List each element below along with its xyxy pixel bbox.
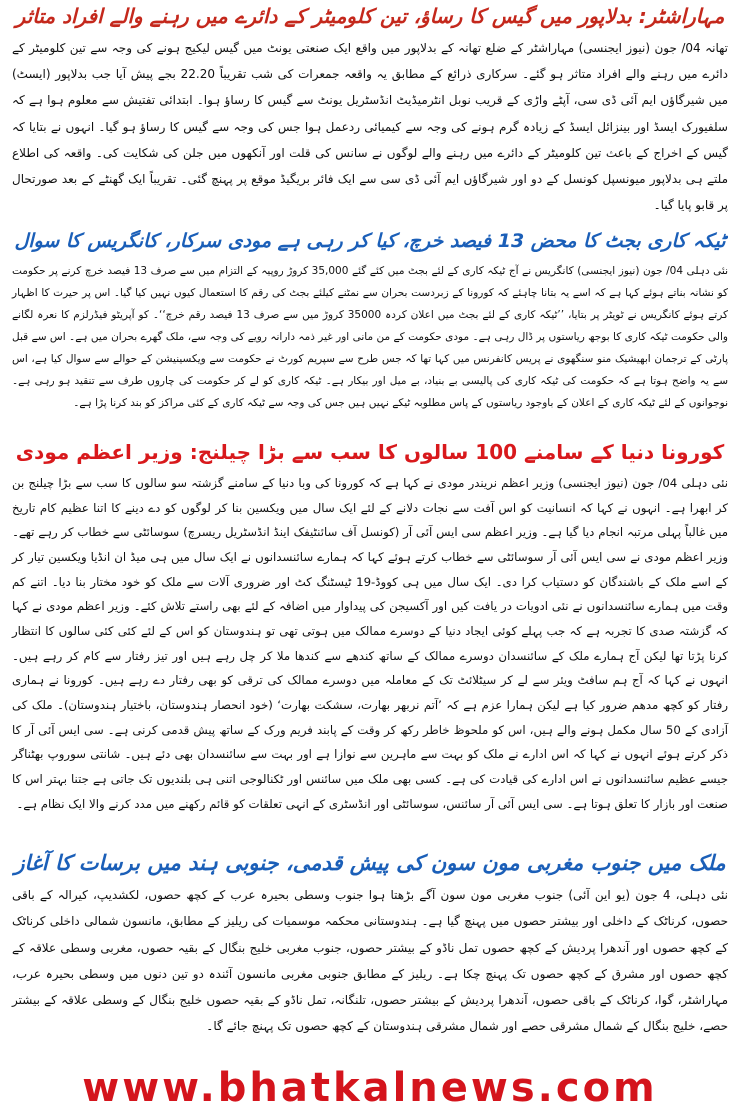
article-body: نئی دہلی 04/ جون (نیوز ایجنسی) وزیر اعظم نریندر مودی نے کہا ہے کہ کورونا کی وبا دنیا کے سامنے گزشتہ سو سالوں کا سب سے بڑا چیلنج بن کر ابھرا ہے۔ انہوں نے کہا کہ انسانیت کو اس آفت سے نجات دلانے کے لئے ایک سال میں ویکسین بنا کر لوگوں کو دے دینے کا اتنا عظیم کام تاریخ میں غالباً پہلی مرتبہ انجام دیا گیا ہے۔ وزیر اعظم سی ایس آئی آر (کونسل آف سائنٹیفک اینڈ انڈسٹریل ریسرچ) سوسائٹی سے خطاب کر رہے تھے۔ وزیر اعظم مودی نے سی ایس آئی آر سوسائٹی سے خطاب کرتے ہوئے کہا کہ ہمارے سائنسدانوں نے ایک سال میں ہی میڈ ان انڈیا ویکسین تیار کر کے اسے ملک کے باشندگان کو دستیاب کرا دی۔ ایک سال میں ہی کووڈ-19 ٹیسٹنگ کٹ اور ضروری آلات سے ملک کو خود مختار بنا دیا۔ اتنے کم وقت میں ہمارے سائنسدانوں نے نئی ادویات در یافت کیں اور آکسیجن کی پیداوار میں اضافہ کے لئے بھی راستے تلاش کئے۔ وزیر اعظم مودی نے کہا کہ گزشتہ صدی کا تجربہ ہے کہ جب پہلے کوئی ایجاد دنیا کے دوسرے ممالک میں ہوتی تھی تو ہندوستان کو اس کے لئے کئی کئی سالوں کا انتظار کرنا پڑتا تھا لیکن آج ہمارے ملک کے سائنسدان دوسرے ممالک کے ساتھ کندھے سے کندھا ملا کر چل رہے ہیں اور تیز رفتار سے کام کر رہے ہیں۔ انہوں نے کہا کہ آج ہم سافٹ ویئر سے لے کر سیٹلائٹ تک کے معاملہ میں دوسرے ممالک کی ترقی کو بھی رفتار دے رہے ہیں۔ کورونا نے ہماری رفتار کو کچھ مدھم ضرور کیا ہے لیکن ہمارا عزم ہے کہ ’آتم نربھر بھارت، سشکت بھارت‘ (خود انحصار ہندوستان، باختیار ہندوستان)۔ ملک کی آزادی کے 50 سال مکمل ہونے والے ہیں، اس کو ملحوظ خاطر رکھ کر وقت کے پابند فریم ورک کے ساتھ پیش قدمی کرنی ہے۔ سی ایس آئی آر کا ذکر کرتے ہوئے انہوں نے کہا کہ اس ادارے نے ملک کو بہت سے ماہرین سے نوازا ہے اور بہت سے سائنسدان بھی دئے ہیں۔ شانتی سوروپ بھٹناگر جیسے عظیم سائنسدانوں نے اس ادارے کی قیادت کی ہے۔ کسی بھی ملک میں سائنس اور ٹکنالوجی اتنی ہی بلندیوں تک جاتی ہے جتنا بہتر اس کا صنعت اور بازار کا تعلق ہوتا ہے۔ سی ایس آئی آر سائنس، سوسائٹی اور انڈسٹری کے انہی تعلقات کو قائم رکھنے میں مدد کرنے والا ایک نظام ہے۔ — [12, 476, 728, 811]
headline: ملک میں جنوب مغربی مون سون کی پیش قدمی، جنوبی ہند میں برسات کا آغاز — [14, 851, 726, 875]
headline: کورونا دنیا کے سامنے 100 سالوں کا سب سے بڑا چیلنج: وزیر اعظم مودی — [15, 440, 725, 464]
website-footer[interactable]: www.bhatkalnews.com — [82, 1065, 658, 1111]
article-body: نئی دہلی 04/ جون (نیوز ایجنسی) کانگریس نے آج ٹیکہ کاری کے لئے بجٹ میں کئے گئے 35,000 کروڑ روپیہ کے التزام میں سے صرف 13 فیصد خرچ کرنے پر حکومت کو نشانہ بناتے ہوئے کہا ہے کہ اسے یہ بتانا چاہئے کہ کورونا کے زبردست بحران سے نمٹنے کیلئے بجٹ کی رقم کا استعمال کیوں نہیں کیا گیا۔ اس پر حیرت کا اظہار کرتے ہوئے کانگریس نے ٹویٹر پر بتایا، ’’ٹیکہ کاری کے لئے بجٹ میں اعلان کردہ 35000 کروڑ میں سے صرف 13 فیصد رقم خرچ‘‘۔ کو آپریٹو فیڈرلزم کا نعرہ لگانے والی حکومت ٹیکہ کاری کا بوجھ ریاستوں پر ڈال رہی ہے۔ مودی حکومت کے من مانی اور غیر ذمہ دارانہ رویے کی وجہ سے، ملک گھرے بحران میں ہے۔ اس سے قبل پارٹی کے ترجمان ابھیشیک منو سنگھوی نے پریس کانفرنس میں کہا تھا کہ جس طرح سے سپریم کورٹ نے حکومت سے ویکسینیشن کے حوالے سے سوال کیا ہے، اس سے یہ واضح ہوتا ہے کہ حکومت کی ٹیکہ کاری کی پالیسی بے بنیاد، بے میل اور بیکار ہے۔ ٹیکہ کاری کو لے کر حکومت کی چاروں طرف سے تنقید ہو رہی ہے۔ نوجوانوں کے لئے ٹیکہ کاری کے اعلان کے باوجود ریاستوں کے پاس مطلوبہ ٹیکے نہیں ہیں جس کی وجہ سے ٹیکہ کاری کے کئی مراکز کو بند کرنا پڑا ہے۔ — [12, 264, 728, 410]
article-vaccination-budget — [12, 230, 728, 414]
headline: ٹیکہ کاری بجٹ کا محض 13 فیصد خرچ، کیا کر رہی ہے مودی سرکار، کانگریس کا سوال — [14, 230, 726, 252]
article-body: نئی دہلی، 4 جون (یو این آئی) جنوب مغربی مون سون آگے بڑھتا ہوا جنوب وسطی بحیرہ عرب کے کچھ حصوں، لکشدیپ، کیرالہ کے باقی حصوں، کرناٹک کے داخلی اور بیشتر حصوں میں پہنچ گیا ہے۔ ہندوستانی محکمہ موسمیات کی ریلیز کے مطابق، مانسون شمالی داخلی کرناٹک کے کچھ حصوں اور آندھرا پردیش کے کچھ حصوں تمل ناڈو کے بیشتر حصوں، جنوب مغربی خلیج بنگال کے بقیہ حصوں، مغربی وسطی علاقہ کے کچھ حصوں اور مشرق کے کچھ حصوں تک پہنچ چکا ہے۔ ریلیز کے مطابق جنوبی مغربی مانسون آئندہ دو تین دنوں میں وسطی بحیرہ عرب، مہاراشٹر، گوا، کرناٹک کے باقی حصوں، آندھرا پردیش کے بیشتر حصوں، تلنگانہ، تمل ناڈو کے بقیہ حصوں خلیج بنگال کے وسطی علاقہ کے بیشتر حصے، خلیج بنگال کے شمال مشرقی حصے اور شمال مشرقی ہندوستان کے کچھ حصوں تک پہنچ جائے گا۔ — [12, 888, 728, 1034]
article-monsoon — [12, 850, 728, 1039]
headline: مہاراشٹر: بدلاپور میں گیس کا رساؤ، تین کلومیٹر کے دائرے میں رہنے والے افراد متاثر — [15, 4, 725, 28]
article-body: تھانہ 04/ جون (نیوز ایجنسی) مہاراشٹر کے ضلع تھانہ کے بدلاپور میں واقع ایک صنعتی یونٹ میں گیس لیکیج ہونے کی وجہ سے تین کلومیٹر کے دائرے میں رہنے والے افراد متاثر ہو گئے۔ سرکاری ذرائع کے مطابق یہ واقعہ جمعرات کی شب تقریباً 22.20 بجے پیش آیا جب بدلاپور (ایسٹ) میں شیرگاؤں ایم آئی ڈی سی، آپٹے واڑی کے قریب نوبل انٹرمیڈیٹ انڈسٹریل یونٹ سے گیس کا رساؤ ہوا۔ ابتدائی تفتیش سے معلوم ہوا ہے کہ سلفیورک ایسڈ اور بینزائل ایسڈ کے زیادہ گرم ہونے کی وجہ سے کیمیائی ردعمل ہوا جس کی وجہ سے گیس کا رساؤ ہو گیا۔ انہوں نے بتایا کہ گیس کے اخراج کے باعث تین کلومیٹر کے دائرے میں رہنے والے لوگوں نے سانس کی قلت اور آنکھوں میں جلن کی شکایت کی۔ واقعہ کی اطلاع ملتے ہی بدلاپور میونسپل کونسل کے دو اور شیرگاؤں ایم آئی ڈی سی سے ایک فائر بریگیڈ موقع پر پہنچ گئی۔ تقریباً ایک گھنٹے کے بعد صورتحال پر قابو پایا گیا۔ — [12, 41, 729, 213]
article-gas-leak — [12, 4, 728, 218]
article-corona-challenge — [12, 440, 728, 816]
